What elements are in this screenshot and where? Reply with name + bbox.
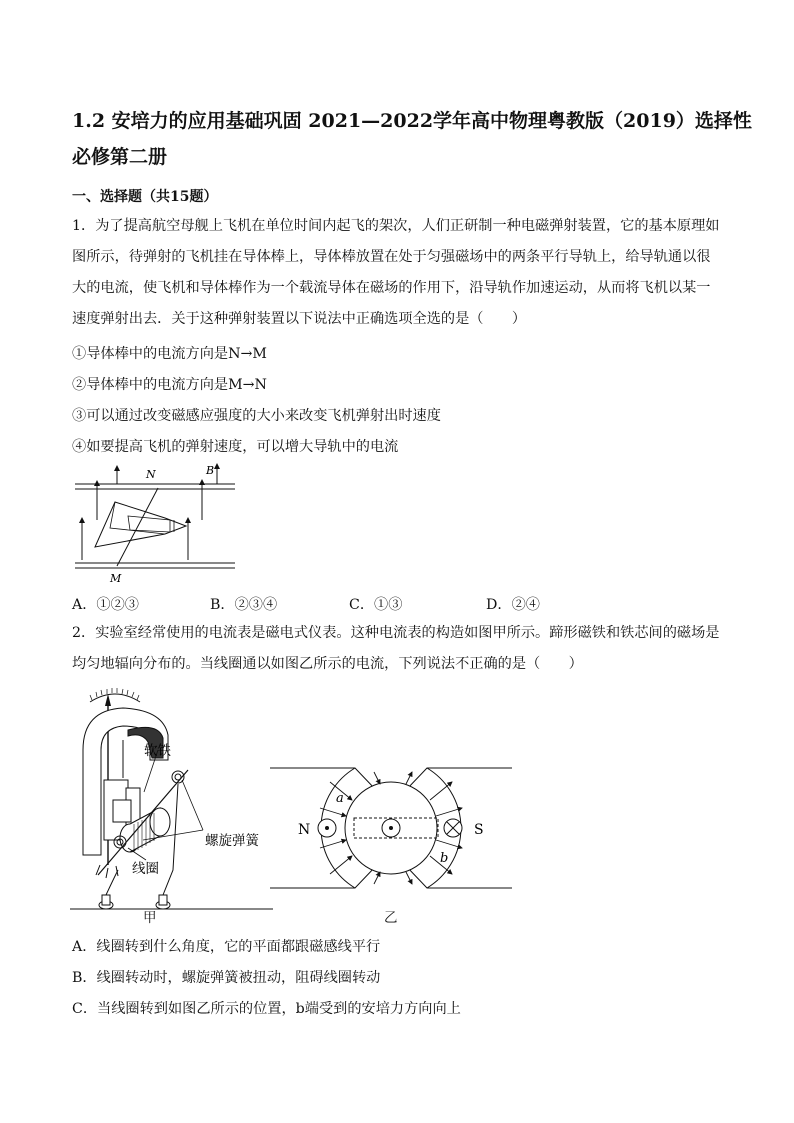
q2-option-b: B．线圈转动时，螺旋弹簧被扭动，阻碍线圈转动 bbox=[72, 970, 381, 986]
q1-option-c: C．①③ bbox=[349, 597, 403, 613]
question-1-stem: 1．为了提高航空母舰上飞机在单位时间内起飞的架次，人们正研制一种电磁弹射装置，它的基本原理如图所示，待弹射的飞机挂在导体棒上，导体棒放置在处于匀强磁场中的两条平行导轨上，给导轨通以很大的电流，使飞机和导体棒作为一个载流导体在磁场的作用下，沿导轨作加速运动，从而将飞机以某一速度弹射出去．关于这种弹射装置以下说法中正确选项全选的是（ ） bbox=[72, 218, 720, 327]
label-spiral-spring: 螺旋弹簧 bbox=[205, 833, 259, 849]
q1-option-d: D．②④ bbox=[486, 597, 540, 613]
question-1-item-2: ②导体棒中的电流方向是M→N bbox=[72, 377, 267, 393]
label-m: M bbox=[110, 572, 122, 585]
question-1-item-3: ③可以通过改变磁感应强度的大小来改变飞机弹射出时速度 bbox=[72, 408, 441, 424]
question-1-item-1: ①导体棒中的电流方向是N→M bbox=[72, 346, 267, 362]
caption-jia: 甲 bbox=[143, 910, 157, 926]
q2-option-c: C．当线圈转到如图乙所示的位置，b端受到的安培力方向向上 bbox=[72, 1001, 461, 1017]
label-soft-iron: 软铁 bbox=[144, 743, 171, 759]
label-pole-s: S bbox=[474, 822, 484, 838]
figure-yi-radial-field bbox=[270, 760, 520, 900]
label-coil: 线圈 bbox=[132, 861, 159, 877]
question-1-item-4: ④如要提高飞机的弹射速度，可以增大导轨中的电流 bbox=[72, 439, 399, 455]
q1-option-b: B．②③④ bbox=[210, 597, 278, 613]
caption-yi: 乙 bbox=[384, 910, 398, 926]
section-heading: 一、选择题（共15题） bbox=[72, 189, 218, 205]
question-1-figure bbox=[70, 460, 240, 590]
figure-jia-galvanometer bbox=[68, 680, 278, 925]
label-b-end: b bbox=[440, 851, 449, 866]
label-n: N bbox=[146, 468, 156, 481]
q1-option-a: A．①②③ bbox=[72, 597, 139, 613]
q2-option-a: A．线圈转到什么角度，它的平面都跟磁感线平行 bbox=[72, 939, 381, 955]
label-pole-n: N bbox=[298, 822, 311, 838]
label-a: a bbox=[336, 791, 344, 806]
label-b: B bbox=[206, 464, 215, 477]
document-title: 1.2 安培力的应用基础巩固 2021—2022学年高中物理粤教版（2019）选择性必修第二册 bbox=[72, 110, 752, 168]
question-2-stem: 2．实验室经常使用的电流表是磁电式仪表。这种电流表的构造如图甲所示。蹄形磁铁和铁芯间的磁场是均匀地辐向分布的。当线圈通以如图乙所示的电流，下列说法不正确的是（ ） bbox=[72, 625, 720, 672]
